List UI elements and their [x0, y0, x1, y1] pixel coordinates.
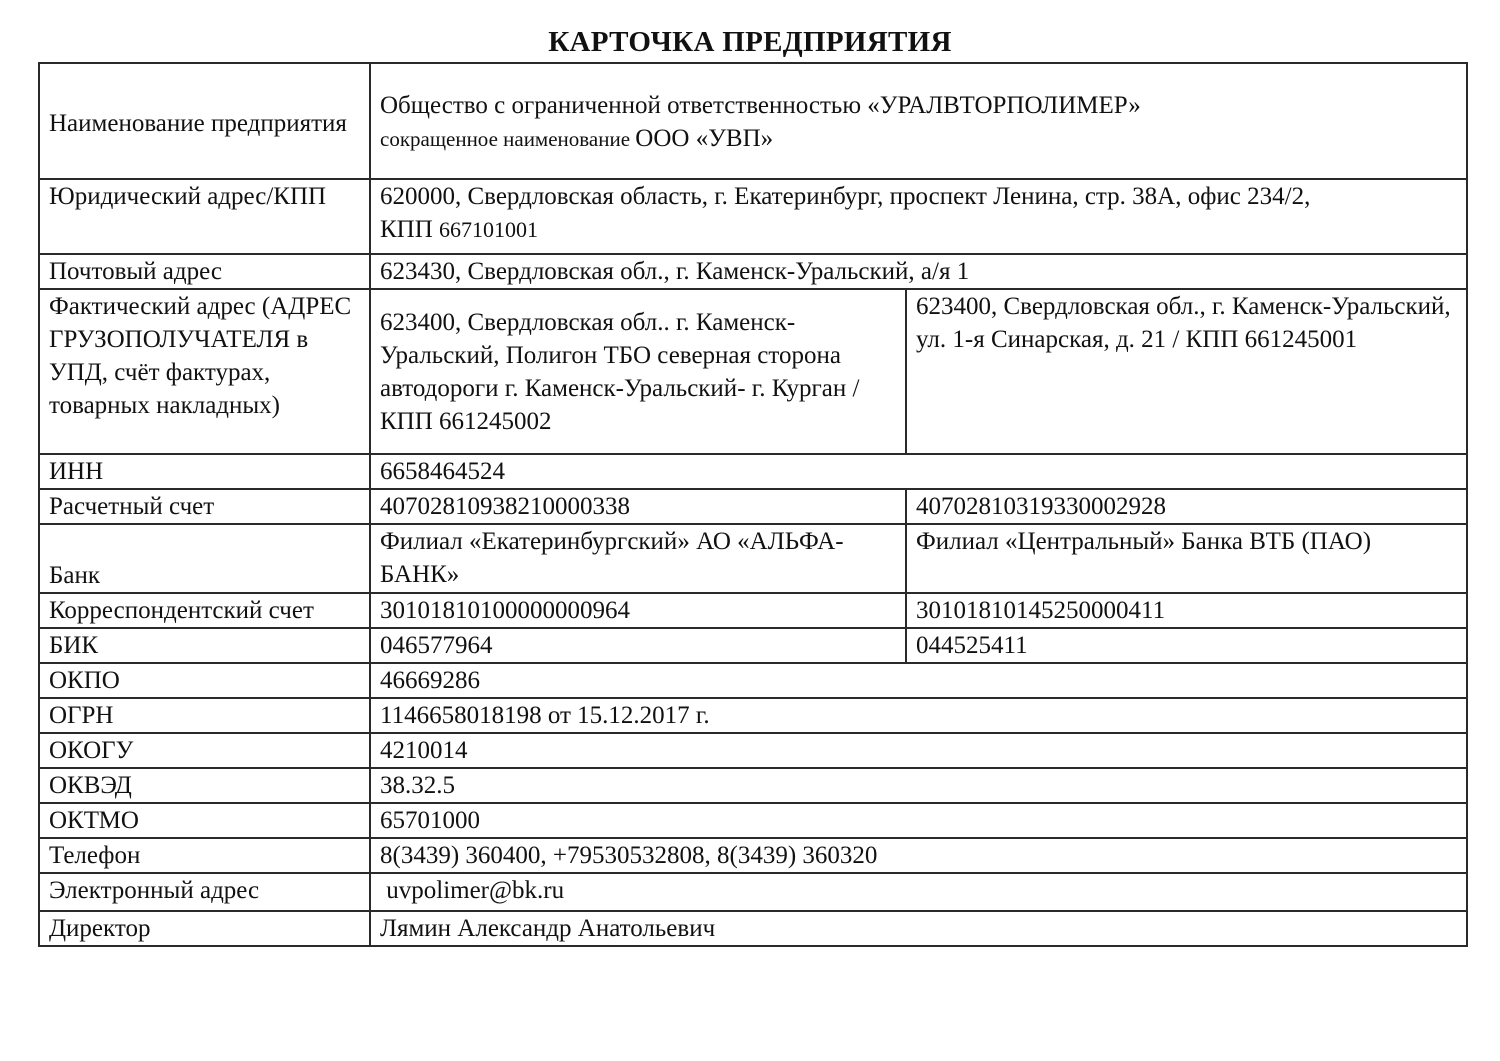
row-okogu [39, 733, 1467, 768]
row-label: Юридический адрес/КПП [39, 179, 370, 254]
row-legal-address [39, 179, 1467, 254]
row-email [39, 873, 1467, 911]
row-company-name [39, 63, 1467, 179]
email-value[interactable]: uvpolimer@bk.ru [370, 873, 1467, 911]
director-value: Лямин Александр Анатольевич [370, 911, 1467, 946]
company-short-name: ООО «УВП» [635, 124, 774, 152]
bank-a: Филиал «Екатеринбургский» АО «АЛЬФА-БАНК» [370, 524, 906, 593]
corr-account-a: 30101810100000000964 [370, 593, 906, 628]
bik-a: 046577964 [370, 628, 906, 663]
row-label: ИНН [39, 454, 370, 489]
row-okpo [39, 663, 1467, 698]
okpo-value: 46669286 [370, 663, 1467, 698]
legal-address-text: 620000, Свердловская область, г. Екатеринбург, проспект Ленина, стр. 38А, офис 234/2, [380, 183, 1311, 210]
row-oktmo [39, 803, 1467, 838]
bik-b: 044525411 [906, 628, 1467, 663]
row-label: ОКВЭД [39, 768, 370, 803]
row-ogrn [39, 698, 1467, 733]
ogrn-value: 1146658018198 от 15.12.2017 г. [370, 698, 1467, 733]
row-bik [39, 628, 1467, 663]
row-label: ОКТМО [39, 803, 370, 838]
company-full-name: Общество с ограниченной ответственностью «УРАЛВТОРПОЛИМЕР» [380, 91, 1141, 119]
row-bank [39, 524, 1467, 593]
row-postal-address [39, 254, 1467, 289]
corr-account-b: 30101810145250000411 [906, 593, 1467, 628]
row-phone [39, 838, 1467, 873]
company-card-table [38, 62, 1468, 947]
row-label: БИК [39, 628, 370, 663]
row-label: ОГРН [39, 698, 370, 733]
row-label: Почтовый адрес [39, 254, 370, 289]
row-label: Банк [39, 524, 370, 593]
row-label: Расчетный счет [39, 489, 370, 524]
bank-b: Филиал «Центральный» Банка ВТБ (ПАО) [906, 524, 1467, 593]
actual-address-a: 623400, Свердловская обл.. г. Каменск-Уральский, Полигон ТБО северная сторона автодороги г. Каменск-Уральский- г. Курган / КПП 661245002 [370, 289, 906, 454]
legal-kpp-prefix: КПП [380, 216, 440, 243]
okogu-value: 4210014 [370, 733, 1467, 768]
settlement-account-b: 40702810319330002928 [906, 489, 1467, 524]
row-director [39, 911, 1467, 946]
postal-address-value: 623430, Свердловская обл., г. Каменск-Уральский, а/я 1 [370, 254, 1467, 289]
legal-address-value [370, 179, 1467, 254]
oktmo-value: 65701000 [370, 803, 1467, 838]
phone-value: 8(3439) 360400, +79530532808, 8(3439) 360320 [370, 838, 1467, 873]
row-actual-address [39, 289, 1467, 454]
actual-address-b: 623400, Свердловская обл., г. Каменск-Уральский, ул. 1-я Синарская, д. 21 / КПП 661245001 [906, 289, 1467, 454]
document-title: КАРТОЧКА ПРЕДПРИЯТИЯ [548, 26, 952, 58]
company-name-value [370, 63, 1467, 179]
row-corr-account [39, 593, 1467, 628]
row-okved [39, 768, 1467, 803]
row-label: Фактический адрес (АДРЕС ГРУЗОПОЛУЧАТЕЛЯ в УПД, счёт фактурах, товарных накладных) [39, 289, 370, 454]
row-label: ОКОГУ [39, 733, 370, 768]
legal-kpp: 667101001 [439, 217, 539, 242]
row-label: Корреспондентский счет [39, 593, 370, 628]
row-settlement-account [39, 489, 1467, 524]
okved-value: 38.32.5 [370, 768, 1467, 803]
inn-value: 6658464524 [370, 454, 1467, 489]
row-label: ОКПО [39, 663, 370, 698]
row-label: Директор [39, 911, 370, 946]
row-inn [39, 454, 1467, 489]
row-label: Электронный адрес [39, 873, 370, 911]
row-label: Телефон [39, 838, 370, 873]
short-name-prefix: сокращенное наименование [380, 126, 636, 151]
row-label: Наименование предприятия [39, 63, 370, 179]
settlement-account-a: 40702810938210000338 [370, 489, 906, 524]
